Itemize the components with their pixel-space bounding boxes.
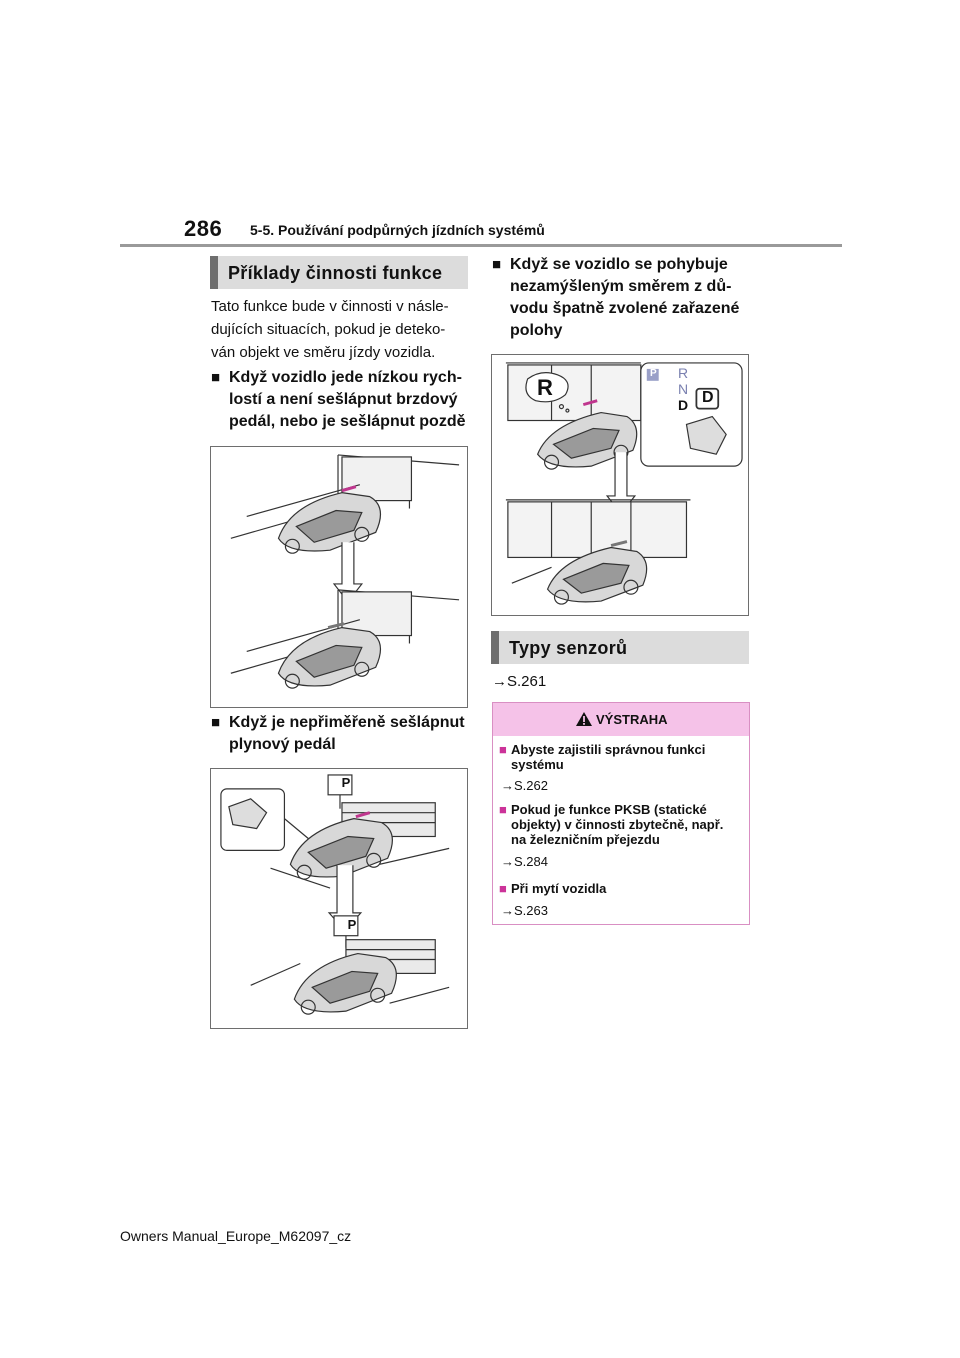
warning-title: VÝSTRAHA [596, 712, 668, 727]
gear-label-r: R [678, 365, 689, 381]
item-accelerator [211, 712, 473, 756]
item-line: lostí a není sešlápnut brzdový [229, 391, 458, 408]
warning-line: na železničním přejezdu [511, 832, 660, 847]
warning-line: Abyste zajistili správnou funkci [511, 742, 706, 757]
item-line: polohy [510, 322, 563, 339]
warning-item [499, 881, 739, 896]
figure-low-speed [210, 446, 468, 708]
parking-sign-label: P [347, 917, 357, 932]
warning-item [499, 742, 739, 772]
warning-box [492, 702, 750, 925]
warning-ref[interactable]: →S.263 [501, 903, 548, 918]
figure-accelerator-drawing [211, 769, 467, 1028]
item-wrong-gear [492, 254, 754, 342]
intro-line: ván objekt ve směru jízdy vozidla. [211, 344, 436, 361]
bullet-square: ■ [211, 714, 221, 731]
figure-low-speed-drawing [211, 447, 467, 707]
bullet-square: ■ [492, 256, 502, 273]
intro-line: dujících situacích, pokud je deteko- [211, 321, 446, 338]
item-low-speed [211, 367, 473, 433]
heading-sensor-types: Typy senzorů [491, 631, 749, 664]
item-line: Když je nepřiměřeně sešlápnut [229, 714, 465, 731]
section-title: 5-5. Používání podpůrných jízdních systémů [250, 222, 545, 238]
intro-text [211, 295, 471, 364]
gear-label-p: P [650, 368, 657, 379]
gear-label-d-box: D [702, 389, 714, 406]
item-line: Když vozidlo jede nízkou rych- [229, 369, 462, 386]
warning-line: Pokud je funkce PKSB (statické [511, 802, 707, 817]
cross-reference[interactable]: →S.261 [492, 673, 547, 690]
page-number: 286 [184, 216, 223, 241]
warning-ref[interactable]: →S.284 [501, 854, 548, 869]
gear-label-d: D [678, 397, 689, 413]
warning-item [499, 802, 739, 847]
header-rule [120, 244, 842, 247]
warning-line: objekty) v činnosti zbytečně, např. [511, 817, 724, 832]
warning-ref[interactable]: →S.262 [501, 778, 548, 793]
item-line: nezamýšleným směrem z dů- [510, 278, 732, 295]
bullet-square: ■ [499, 742, 507, 757]
warning-line: systému [511, 757, 564, 772]
heading-examples: Příklady činnosti funkce [210, 256, 468, 289]
gear-label-big: R [537, 375, 553, 400]
bullet-square: ■ [211, 369, 221, 386]
parking-sign-label: P [341, 775, 351, 790]
intro-line: Tato funkce bude v činnosti v násle- [211, 298, 449, 315]
item-line: pedál, nebo je sešlápnut pozdě [229, 413, 466, 430]
item-line: Když se vozidlo se pohybuje [510, 256, 728, 273]
bullet-square: ■ [499, 881, 507, 896]
gear-label-n: N [678, 381, 689, 397]
item-line: vodu špatně zvolené zařazené [510, 300, 740, 317]
figure-wrong-gear [491, 354, 749, 616]
item-line: plynový pedál [229, 736, 336, 753]
footer-doc-id: Owners Manual_Europe_M62097_cz [120, 1228, 352, 1244]
warning-header [493, 703, 749, 736]
figure-accelerator [210, 768, 468, 1029]
warning-line: Při mytí vozidla [511, 881, 607, 896]
bullet-square: ■ [499, 802, 507, 817]
warning-triangle-icon [575, 711, 593, 727]
